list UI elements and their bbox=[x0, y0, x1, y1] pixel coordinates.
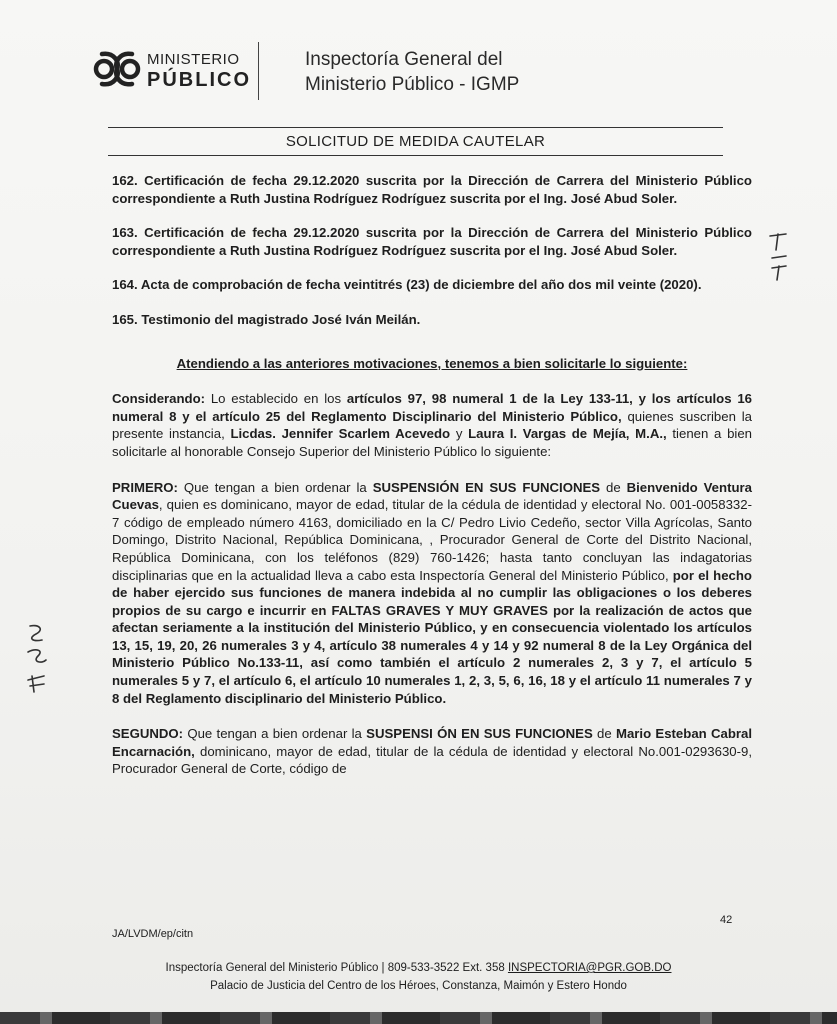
logo-line-2: PÚBLICO bbox=[147, 69, 251, 91]
primero-paragraph bbox=[112, 479, 752, 708]
segundo-text-2: de bbox=[592, 726, 616, 742]
institution-title-line-2: Ministerio Público - IGMP bbox=[305, 74, 520, 95]
footer-email-link[interactable]: INSPECTORIA@PGR.GOB.DO bbox=[507, 962, 672, 974]
ministerio-publico-logo bbox=[92, 42, 252, 96]
considerando-text-4: tienen a bien solicitarle al honorable Consejo Superior del Ministerio Público lo siguiente: bbox=[112, 426, 752, 459]
evidence-item-165: 165. Testimonio del magistrado José Iván Meilán. bbox=[112, 311, 421, 327]
page-number: 42 bbox=[720, 914, 733, 926]
primero-text-1: Que tengan a bien ordenar la bbox=[177, 479, 373, 495]
primero-label: PRIMERO: bbox=[112, 479, 178, 495]
segundo-text-3: dominicano, mayor de edad, titular de la cédula de identidad y electoral No.001-0293630-9, Procurador General de Corte, código de bbox=[112, 743, 752, 777]
considerando-text-3: y bbox=[450, 426, 469, 442]
considerando-bold-1: artículos 97, 98 numeral 1 de la Ley 133-11, y los artículos 16 numeral 8 y el artículo 25 del Reglamento Disciplinario del Ministerio Público, bbox=[112, 391, 752, 424]
primero-bold-1: SUSPENSIÓN EN SUS FUNCIONES bbox=[372, 479, 601, 495]
document-reference: JA/LVDM/ep/citn bbox=[112, 928, 194, 940]
primero-text-3: , quien es dominicano, mayor de edad, titular de la cédula de identidad y electoral No. 001-0058332-7 código de empleado número 4163, domiciliado en la C/ Pedro Livio Cedeño, sector Villa Agrícolas, Santo Domingo, Distrito Nacional, República Dominicana, , Procurador General de Corte del Distrito Nacional, República Dominicana, con los teléfonos (829) 760-1426; hasta tanto concluyan las indagatorias disciplinarias que en la actualidad lleva a cabo esta Inspectoría General del Ministerio Público, bbox=[112, 497, 752, 583]
footer-contact-text: Inspectoría General del Ministerio Público | 809-533-3522 Ext. 358 bbox=[165, 962, 508, 974]
institution-title bbox=[305, 47, 519, 97]
handwritten-initials-left bbox=[22, 620, 52, 700]
segundo-text-1: Que tengan a bien ordenar la bbox=[183, 726, 367, 742]
logo-line-1: MINISTERIO bbox=[147, 51, 240, 68]
institution-title-line-1: Inspectoría General del bbox=[305, 49, 503, 70]
document-body bbox=[112, 172, 752, 796]
logo-wordmark bbox=[147, 50, 251, 90]
footer-address: Palacio de Justicia del Centro de los Héroes, Constanza, Maimón y Estero Hondo bbox=[210, 980, 627, 992]
segundo-paragraph bbox=[112, 725, 752, 778]
segundo-bold-2: Mario Esteban Cabral Encarnación, bbox=[112, 726, 753, 759]
document-title: SOLICITUD DE MEDIDA CAUTELAR bbox=[285, 133, 546, 150]
segundo-label: SEGUNDO: bbox=[112, 726, 184, 742]
request-subheading: Atendiendo a las anteriores motivaciones, tenemos a bien solicitarle lo siguiente: bbox=[176, 355, 688, 371]
evidence-item-164: 164. Acta de comprobación de fecha veintitrés (23) de diciembre del año dos mil veinte (2020). bbox=[112, 277, 702, 293]
primero-text-2: de bbox=[600, 479, 627, 495]
evidence-item-162: 162. Certificación de fecha 29.12.2020 suscrita por la Dirección de Carrera del Ministerio Público correspondiente a Ruth Justina Rodríguez Rodríguez suscrita por el Ing. José Abud Soler. bbox=[112, 173, 752, 206]
evidence-item-163: 163. Certificación de fecha 29.12.2020 suscrita por la Dirección de Carrera del Ministerio Público correspondiente a Ruth Justina Rodríguez Rodríguez suscrita por el Ing. José Abud Soler. bbox=[112, 225, 752, 258]
handwritten-mark-right bbox=[764, 228, 792, 284]
title-rule-top bbox=[108, 127, 723, 128]
segundo-bold-1: SUSPENSI ÓN EN SUS FUNCIONES bbox=[366, 726, 593, 742]
footer-contact bbox=[0, 962, 837, 974]
primero-bold-2: Bienvenido Ventura Cuevas bbox=[112, 479, 752, 513]
title-rule-bottom bbox=[108, 155, 723, 156]
primero-bold-3: por el hecho de haber ejercido sus funciones de manera indebida al no cumplir las obligaciones o los deberes propios de su cargo e incurrir en FALTAS GRAVES Y MUY GRAVES por la realización de actos que afectan seriamente a la institución del Ministerio Público, y en consecuencia violentado los artículos 13, 15, 19, 20, 26 numerales 3 y 4, artículo 38 numerales 4 y 14 y 92 numeral 8 de la Ley Orgánica del Ministerio Público No.133-11, así como también el artículo 2 numerales 2, 3 y 7, el artículo 5 numerales 5 y 7, el artículo 6, el artículo 10 numerales 1, 2, 3, 5, 6, 16, 18 y el artículo 11 numerales 7 y 8 del Reglamento disciplinario del Ministerio Público. bbox=[112, 567, 752, 706]
header-divider bbox=[258, 42, 259, 100]
considerando-text-1: Lo establecido en los bbox=[205, 391, 347, 407]
considerando-paragraph bbox=[112, 390, 752, 460]
considerando-label: Considerando: bbox=[112, 391, 206, 407]
considerando-text-2: quienes suscriben la presente instancia, bbox=[112, 408, 752, 442]
considerando-bold-3: Laura I. Vargas de Mejía, M.A., bbox=[468, 426, 667, 442]
scan-edge-strip bbox=[0, 1012, 837, 1024]
logo-knot-icon bbox=[92, 44, 142, 94]
considerando-bold-2: Licdas. Jennifer Scarlem Acevedo bbox=[230, 426, 451, 442]
